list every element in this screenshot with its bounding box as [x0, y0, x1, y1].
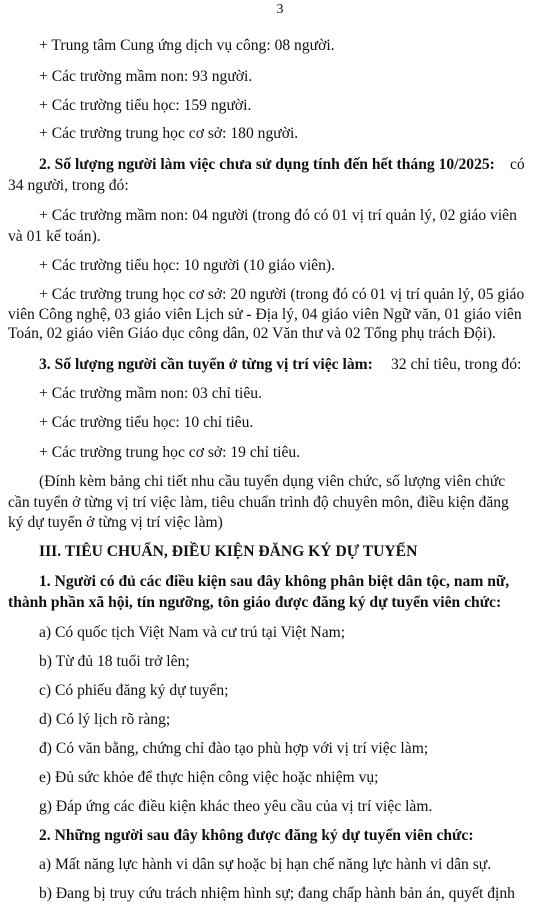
text-32-quota: 32 chỉ tiêu, trong đó: [391, 356, 522, 373]
item-secondary-unused: + Các trường trung học cơ sở: 20 người (trong đó có 01 vị trí quản lý, 05 giáo [39, 286, 525, 303]
section-iii-heading: III. TIÊU CHUẨN, ĐIỀU KIỆN ĐĂNG KÝ DỰ TUYỂN [39, 543, 418, 560]
ineligible-a: a) Mất năng lực hành vi dân sự hoặc bị hạn chế năng lực hành vi dân sự. [39, 856, 492, 873]
condition-e: e) Đủ sức khỏe để thực hiện công việc hoặc nhiệm vụ; [39, 769, 379, 786]
item-primary-schools: + Các trường tiểu học: 159 người. [39, 97, 252, 114]
heading-eligible-1: 1. Người có đủ các điều kiện sau đây không phân biệt dân tộc, nam nữ, [39, 573, 510, 590]
item-primary-unused: + Các trường tiểu học: 10 người (10 giáo viên). [39, 257, 335, 274]
item-kindergarten-unused: + Các trường mầm non: 04 người (trong đó có 01 vị trí quản lý, 02 giáo viên [39, 207, 517, 224]
page-number: 3 [276, 2, 284, 17]
ineligible-b: b) Đang bị truy cứu trách nhiệm hình sự; đang chấp hành bản án, quyết định [39, 885, 515, 902]
item-kindergarten-unused-cont: và 01 kế toán). [8, 228, 101, 245]
condition-a: a) Có quốc tịch Việt Nam và cư trú tại Việt Nam; [39, 624, 346, 641]
item-secondary-schools: + Các trường trung học cơ sở: 180 người. [39, 125, 299, 142]
heading-unused-staff: 2. Số lượng người làm việc chưa sử dụng tính đến hết tháng 10/2025: [39, 156, 495, 173]
heading-recruit-count: 3. Số lượng người cần tuyển ở từng vị trí việc làm: [39, 356, 373, 373]
heading-ineligible: 2. Những người sau đây không được đăng ký dự tuyển viên chức: [39, 827, 474, 844]
condition-b: b) Từ đủ 18 tuổi trở lên; [39, 653, 190, 670]
attachment-note-1: (Đính kèm bảng chi tiết nhu cầu tuyển dụng viên chức, số lượng viên chức [39, 473, 506, 490]
condition-g: g) Đáp ứng các điều kiện khác theo yêu cầu của vị trí việc làm. [39, 798, 433, 815]
text-34-people: 34 người, trong đó: [8, 177, 129, 194]
attachment-note-2: cần tuyển ở từng vị trí việc làm, tiêu chuẩn trình độ chuyên môn, điều kiện đăng [8, 494, 509, 511]
item-primary-quota: + Các trường tiểu học: 10 chỉ tiêu. [39, 414, 254, 431]
heading-eligible-2: thành phần xã hội, tín ngưỡng, tôn giáo được đăng ký dự tuyển viên chức: [8, 594, 502, 611]
item-kindergarten-quota: + Các trường mầm non: 03 chỉ tiêu. [39, 385, 262, 402]
condition-dd: đ) Có văn bằng, chứng chỉ đào tạo phù hợp với vị trí việc làm; [39, 740, 429, 757]
item-secondary-unused-cont1: viên Công nghệ, 03 giáo viên Lịch sử - Địa lý, 04 giáo viên Ngữ văn, 01 giáo viên [8, 306, 522, 323]
text-co: có [510, 156, 525, 173]
attachment-note-3: ký dự tuyển ở từng vị trí việc làm) [8, 514, 223, 531]
condition-c: c) Có phiếu đăng ký dự tuyển; [39, 682, 229, 699]
item-kindergartens: + Các trường mầm non: 93 người. [39, 68, 253, 85]
item-service-center: + Trung tâm Cung ứng dịch vụ công: 08 người. [39, 37, 335, 54]
condition-d: d) Có lý lịch rõ ràng; [39, 711, 171, 728]
item-secondary-unused-cont2: Toán, 02 giáo viên Giáo dục công dân, 02 Văn thư và 02 Tổng phụ trách Đội). [8, 325, 496, 342]
item-secondary-quota: + Các trường trung học cơ sở: 19 chỉ tiêu. [39, 444, 301, 461]
